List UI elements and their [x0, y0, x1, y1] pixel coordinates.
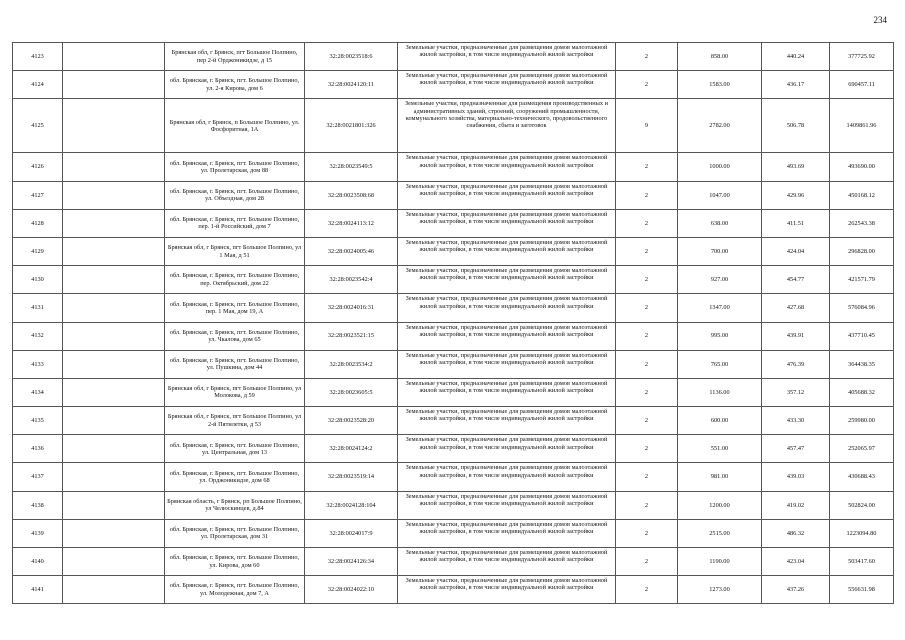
table-body [13, 43, 894, 604]
cell-record-number: 4127 [13, 181, 63, 209]
cell-cadastral-value: 690457.11 [830, 71, 894, 99]
cell-cadastral-number: 32:28:0023605:5 [305, 378, 398, 406]
cell-area: 1190.00 [678, 548, 762, 576]
cell-area: 927.00 [678, 266, 762, 294]
cell-spacer [63, 237, 165, 265]
cell-cadastral-value: 493690.00 [830, 153, 894, 181]
cell-group: 2 [616, 71, 678, 99]
cell-land-use: Земельные участки, предназначенные для размещения домов малоэтажной жилой застройки, в том числе индивидуальной жилой застройки [398, 181, 616, 209]
cell-cadastral-value: 252065.97 [830, 435, 894, 463]
cell-land-use: Земельные участки, предназначенные для размещения производственных и административных зданий, строений, сооружений промышленности, коммунального хозяйства, материально-технического, продовольственного снабжения, сбыта и заготовок [398, 99, 616, 153]
cell-record-number: 4134 [13, 378, 63, 406]
cadastral-value-table [12, 42, 894, 604]
cell-cadastral-value: 296828.00 [830, 237, 894, 265]
cell-address: Брянская обл, г Брянск, пгт Большое Полпино, ул Молокова, д 59 [165, 378, 305, 406]
cell-area: 858.00 [678, 43, 762, 71]
cell-specific-value: 429.96 [762, 181, 830, 209]
cell-specific-value: 476.39 [762, 350, 830, 378]
cell-cadastral-number: 32:28:0023519:14 [305, 463, 398, 491]
cell-cadastral-number: 32:28:0024126:34 [305, 548, 398, 576]
table-row [13, 407, 894, 435]
cell-spacer [63, 407, 165, 435]
cell-area: 981.00 [678, 463, 762, 491]
cell-spacer [63, 435, 165, 463]
cell-cadastral-value: 502824.00 [830, 491, 894, 519]
cell-land-use: Земельные участки, предназначенные для размещения домов малоэтажной жилой застройки, в том числе индивидуальной жилой застройки [398, 378, 616, 406]
cell-address: обл. Брянская, г. Брянск, пгт. Большое Полпино, ул. Центральная, дом 13 [165, 435, 305, 463]
cell-area: 995.00 [678, 322, 762, 350]
cell-group: 2 [616, 407, 678, 435]
cell-group: 2 [616, 237, 678, 265]
cell-group: 2 [616, 43, 678, 71]
cell-specific-value: 424.04 [762, 237, 830, 265]
cell-spacer [63, 153, 165, 181]
cell-address: обл. Брянская, г. Брянск, пгт. Большое Полпино, ул. Кирова, дом 60 [165, 548, 305, 576]
cell-specific-value: 419.02 [762, 491, 830, 519]
cell-group: 2 [616, 153, 678, 181]
cell-group: 2 [616, 519, 678, 547]
cell-area: 1273.00 [678, 576, 762, 604]
cell-area: 1583.00 [678, 71, 762, 99]
cell-address: обл. Брянская, г. Брянск, пгт. Большое Полпино, ул. Пушкина, дом 44 [165, 350, 305, 378]
cell-cadastral-value: 437710.45 [830, 322, 894, 350]
cell-land-use: Земельные участки, предназначенные для размещения домов малоэтажной жилой застройки, в том числе индивидуальной жилой застройки [398, 435, 616, 463]
cell-cadastral-number: 32:28:0024017:9 [305, 519, 398, 547]
cell-land-use: Земельные участки, предназначенные для размещения домов малоэтажной жилой застройки, в том числе индивидуальной жилой застройки [398, 266, 616, 294]
cell-record-number: 4124 [13, 71, 63, 99]
cell-area: 638.00 [678, 209, 762, 237]
cell-record-number: 4136 [13, 435, 63, 463]
cell-record-number: 4132 [13, 322, 63, 350]
cell-area: 1047.00 [678, 181, 762, 209]
cell-cadastral-number: 32:28:0024016:31 [305, 294, 398, 322]
cell-specific-value: 437.26 [762, 576, 830, 604]
cell-record-number: 4140 [13, 548, 63, 576]
cell-record-number: 4129 [13, 237, 63, 265]
cell-specific-value: 457.47 [762, 435, 830, 463]
cell-specific-value: 436.17 [762, 71, 830, 99]
cell-group: 2 [616, 463, 678, 491]
cell-cadastral-value: 421571.79 [830, 266, 894, 294]
cell-cadastral-value: 1409861.96 [830, 99, 894, 153]
table-row [13, 181, 894, 209]
cell-cadastral-value: 503417.60 [830, 548, 894, 576]
cell-spacer [63, 576, 165, 604]
cell-address: обл. Брянская, г. Брянск, пгт. Большое Полпино, ул. Молодежная, дом 7, А [165, 576, 305, 604]
cell-land-use: Земельные участки, предназначенные для размещения домов малоэтажной жилой застройки, в том числе индивидуальной жилой застройки [398, 237, 616, 265]
cell-record-number: 4139 [13, 519, 63, 547]
cell-cadastral-number: 32:28:0023521:15 [305, 322, 398, 350]
cell-spacer [63, 548, 165, 576]
cell-land-use: Земельные участки, предназначенные для размещения домов малоэтажной жилой застройки, в том числе индивидуальной жилой застройки [398, 463, 616, 491]
cell-land-use: Земельные участки, предназначенные для размещения домов малоэтажной жилой застройки, в том числе индивидуальной жилой застройки [398, 491, 616, 519]
cell-cadastral-number: 32:28:0024022:10 [305, 576, 398, 604]
table-row [13, 237, 894, 265]
cell-specific-value: 423.04 [762, 548, 830, 576]
cell-record-number: 4138 [13, 491, 63, 519]
cell-group: 2 [616, 294, 678, 322]
cell-specific-value: 454.77 [762, 266, 830, 294]
cell-cadastral-value: 430688.43 [830, 463, 894, 491]
cell-address: Брянская обл, г Брянск, пгт Большое Полпино, ул 1 Мая, д 51 [165, 237, 305, 265]
cell-land-use: Земельные участки, предназначенные для размещения домов малоэтажной жилой застройки, в том числе индивидуальной жилой застройки [398, 548, 616, 576]
cell-record-number: 4131 [13, 294, 63, 322]
cell-address: Брянская обл, г Брянск, пгт Большое Полпино, пер 2-й Орджоникидзе, д 15 [165, 43, 305, 71]
cell-group: 2 [616, 181, 678, 209]
cell-group: 2 [616, 209, 678, 237]
cell-spacer [63, 181, 165, 209]
cell-record-number: 4141 [13, 576, 63, 604]
cell-area: 600.00 [678, 407, 762, 435]
cell-specific-value: 439.91 [762, 322, 830, 350]
cell-specific-value: 440.24 [762, 43, 830, 71]
cell-spacer [63, 71, 165, 99]
table-row [13, 153, 894, 181]
cell-land-use: Земельные участки, предназначенные для размещения домов малоэтажной жилой застройки, в том числе индивидуальной жилой застройки [398, 322, 616, 350]
table-row [13, 43, 894, 71]
cell-spacer [63, 266, 165, 294]
cell-cadastral-number: 32:28:0023528:20 [305, 407, 398, 435]
cell-cadastral-number: 32:28:0023549:5 [305, 153, 398, 181]
table-row [13, 99, 894, 153]
cell-cadastral-number: 32:28:0021801:326 [305, 99, 398, 153]
cell-land-use: Земельные участки, предназначенные для размещения домов малоэтажной жилой застройки, в том числе индивидуальной жилой застройки [398, 209, 616, 237]
cell-group: 2 [616, 435, 678, 463]
cell-address: Брянская область, г Брянск, рп Большое Полпино, ул Челюскинцев, д.84 [165, 491, 305, 519]
cell-group: 2 [616, 350, 678, 378]
cell-address: обл. Брянская, г. Брянск, пгт. Большое Полпино, ул. Объездная, дом 28 [165, 181, 305, 209]
table-row [13, 350, 894, 378]
cell-address: обл. Брянская, г. Брянск, пгт. Большое Полпино, пер. Октябрьский, дом 22 [165, 266, 305, 294]
cell-group: 2 [616, 576, 678, 604]
table-row [13, 491, 894, 519]
cell-cadastral-number: 32:28:0024120:11 [305, 71, 398, 99]
cell-land-use: Земельные участки, предназначенные для размещения домов малоэтажной жилой застройки, в том числе индивидуальной жилой застройки [398, 350, 616, 378]
cell-record-number: 4137 [13, 463, 63, 491]
cell-land-use: Земельные участки, предназначенные для размещения домов малоэтажной жилой застройки, в том числе индивидуальной жилой застройки [398, 576, 616, 604]
cell-specific-value: 439.03 [762, 463, 830, 491]
cell-spacer [63, 43, 165, 71]
cell-group: 2 [616, 548, 678, 576]
table-row [13, 322, 894, 350]
table-row [13, 519, 894, 547]
cell-group: 2 [616, 491, 678, 519]
cell-specific-value: 506.78 [762, 99, 830, 153]
cell-cadastral-value: 576084.96 [830, 294, 894, 322]
cell-specific-value: 357.12 [762, 378, 830, 406]
cell-spacer [63, 463, 165, 491]
cell-specific-value: 493.69 [762, 153, 830, 181]
cell-land-use: Земельные участки, предназначенные для размещения домов малоэтажной жилой застройки, в том числе индивидуальной жилой застройки [398, 153, 616, 181]
cell-cadastral-value: 364438.35 [830, 350, 894, 378]
cell-address: обл. Брянская, г. Брянск, пгт. Большое Полпино, ул. 2-я Кирова, дом 6 [165, 71, 305, 99]
cell-spacer [63, 519, 165, 547]
table-row [13, 548, 894, 576]
cell-cadastral-value: 450168.12 [830, 181, 894, 209]
cell-spacer [63, 378, 165, 406]
cell-address: обл. Брянская, г. Брянск, пгт. Большое Полпино, пер. 1-й Российский, дом 7 [165, 209, 305, 237]
cell-cadastral-number: 32:28:0023508:68 [305, 181, 398, 209]
cell-cadastral-value: 1223094.80 [830, 519, 894, 547]
cell-record-number: 4130 [13, 266, 63, 294]
cell-group: 2 [616, 322, 678, 350]
cell-group: 9 [616, 99, 678, 153]
cell-area: 1347.00 [678, 294, 762, 322]
cell-specific-value: 411.51 [762, 209, 830, 237]
cell-spacer [63, 99, 165, 153]
cell-area: 1000.00 [678, 153, 762, 181]
cell-spacer [63, 322, 165, 350]
cell-group: 2 [616, 266, 678, 294]
cell-spacer [63, 491, 165, 519]
cell-land-use: Земельные участки, предназначенные для размещения домов малоэтажной жилой застройки, в том числе индивидуальной жилой застройки [398, 71, 616, 99]
cell-spacer [63, 294, 165, 322]
cell-record-number: 4133 [13, 350, 63, 378]
cell-cadastral-value: 377725.92 [830, 43, 894, 71]
cell-address: обл. Брянская, г. Брянск, пгт. Большое Полпино, ул. Чкалова, дом 65 [165, 322, 305, 350]
page-number: 234 [873, 15, 887, 25]
cell-land-use: Земельные участки, предназначенные для размещения домов малоэтажной жилой застройки, в том числе индивидуальной жилой застройки [398, 519, 616, 547]
cell-specific-value: 433.30 [762, 407, 830, 435]
table-row [13, 435, 894, 463]
table-row [13, 378, 894, 406]
cell-record-number: 4128 [13, 209, 63, 237]
cell-spacer [63, 209, 165, 237]
cell-group: 2 [616, 378, 678, 406]
cell-cadastral-value: 262543.38 [830, 209, 894, 237]
cell-cadastral-number: 32:28:0024113:12 [305, 209, 398, 237]
table-row [13, 209, 894, 237]
cell-cadastral-number: 32:28:0024124:2 [305, 435, 398, 463]
table-row [13, 576, 894, 604]
cell-area: 700.00 [678, 237, 762, 265]
cell-specific-value: 427.68 [762, 294, 830, 322]
table-row [13, 294, 894, 322]
cell-record-number: 4123 [13, 43, 63, 71]
cell-area: 551.00 [678, 435, 762, 463]
cell-cadastral-value: 556631.98 [830, 576, 894, 604]
cell-land-use: Земельные участки, предназначенные для размещения домов малоэтажной жилой застройки, в том числе индивидуальной жилой застройки [398, 407, 616, 435]
table-row [13, 463, 894, 491]
cell-record-number: 4125 [13, 99, 63, 153]
cell-cadastral-value: 405688.32 [830, 378, 894, 406]
cell-cadastral-number: 32:28:0024128:104 [305, 491, 398, 519]
cell-address: обл. Брянская, г. Брянск, пгт. Большое Полпино, ул. Пролетарская, дом 88 [165, 153, 305, 181]
cell-cadastral-number: 32:28:0023534:2 [305, 350, 398, 378]
cell-land-use: Земельные участки, предназначенные для размещения домов малоэтажной жилой застройки, в том числе индивидуальной жилой застройки [398, 43, 616, 71]
table-row [13, 266, 894, 294]
table-row [13, 71, 894, 99]
cell-cadastral-number: 32:28:0024005:46 [305, 237, 398, 265]
cell-area: 1200.00 [678, 491, 762, 519]
cell-area: 2782.00 [678, 99, 762, 153]
cell-address: обл. Брянская, г. Брянск, пгт. Большое Полпино, пер. 1 Мая, дом 19, А [165, 294, 305, 322]
cell-record-number: 4126 [13, 153, 63, 181]
cell-record-number: 4135 [13, 407, 63, 435]
cell-cadastral-number: 32:28:0023542:4 [305, 266, 398, 294]
cell-cadastral-number: 32:28:0023518:6 [305, 43, 398, 71]
cell-land-use: Земельные участки, предназначенные для размещения домов малоэтажной жилой застройки, в том числе индивидуальной жилой застройки [398, 294, 616, 322]
cell-address: обл. Брянская, г. Брянск, пгт. Большое Полпино, ул. Орджоникидзе, дом 68 [165, 463, 305, 491]
cell-address: Брянская обл, г Брянск, пгт Большое Полпино, ул 2-й Пятилетки, д 53 [165, 407, 305, 435]
cell-area: 2515.00 [678, 519, 762, 547]
cell-address: Брянская обл, г Брянск, п Большое Полпино, ул. Фосфоритная, 1А [165, 99, 305, 153]
cell-area: 765.00 [678, 350, 762, 378]
cell-spacer [63, 350, 165, 378]
cell-address: обл. Брянская, г. Брянск, пгт. Большое Полпино, ул. Пролетарская, дом 31 [165, 519, 305, 547]
cell-cadastral-value: 259980.00 [830, 407, 894, 435]
cell-area: 1136.00 [678, 378, 762, 406]
cell-specific-value: 486.32 [762, 519, 830, 547]
